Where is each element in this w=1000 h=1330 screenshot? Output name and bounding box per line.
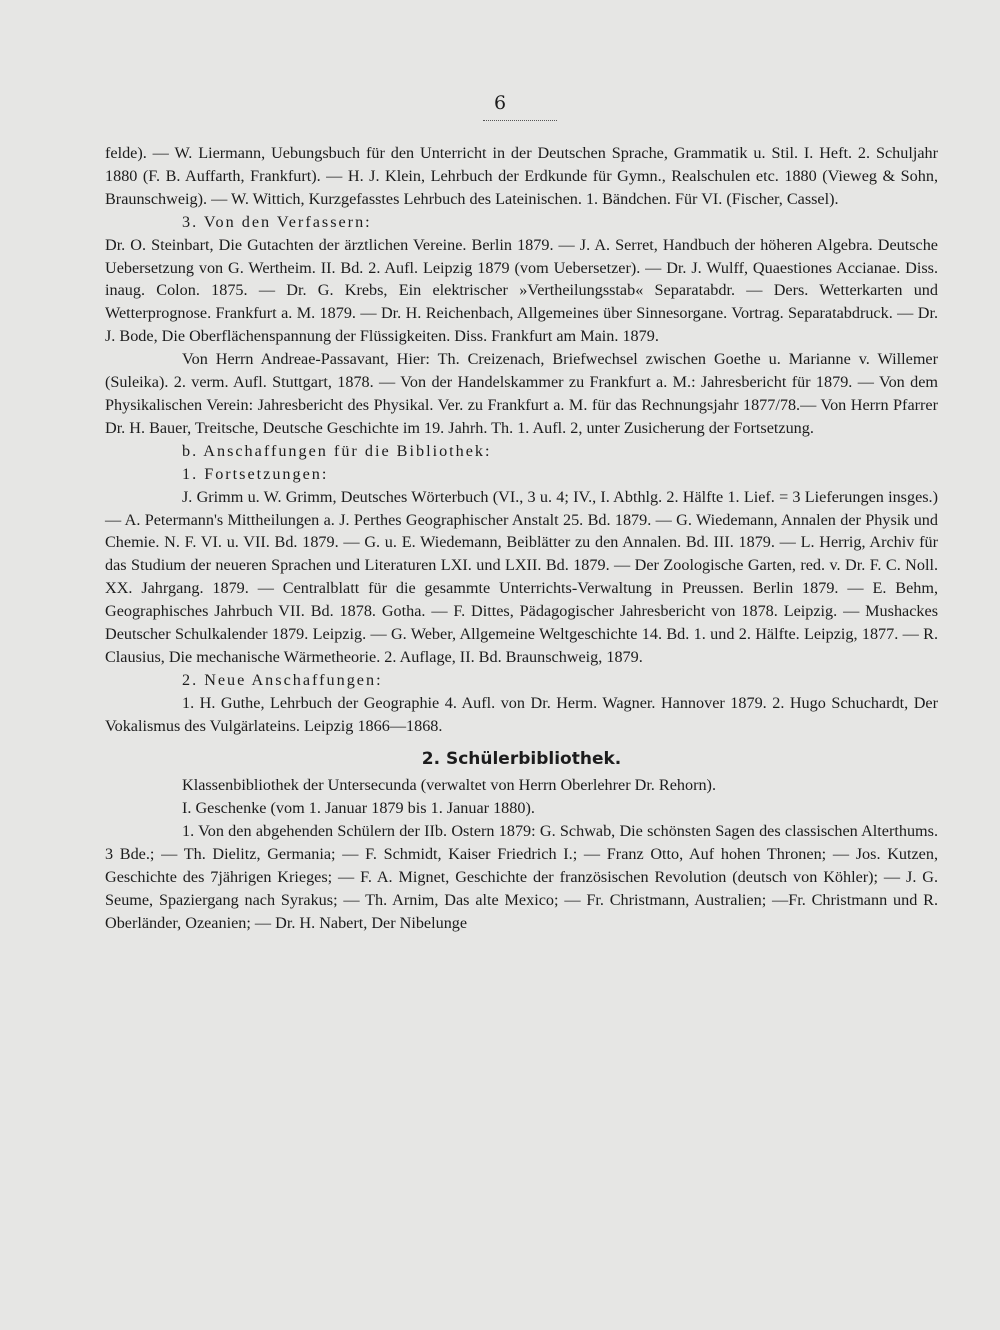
- paragraph-continuation: felde). — W. Liermann, Uebungsbuch für den Unterricht in der Deutschen Sprache, Grammatik u. Stil. I. Heft. 2. Schuljahr 1880 (F. B. Auffarth, Frankfurt). — H. J. Klein, Lehrbuch der Erdkunde für Gymn., Realschulen etc. 1880 (Vieweg & Sohn, Braunschweig). — W. Wittich, Kurzgefasstes Lehrbuch des Lateinischen. 1. Bändchen. Für VI. (Fischer, Cassel).: [105, 144, 938, 208]
- document-body: [105, 142, 938, 935]
- subheading-neue-anschaffungen: 2. Neue Anschaffungen:: [182, 670, 383, 689]
- subheading-fortsetzungen: 1. Fortsetzungen:: [182, 464, 329, 483]
- paragraph-verfasser-list: Dr. O. Steinbart, Die Gutachten der ärztlichen Vereine. Berlin 1879. — J. A. Serret, Handbuch der höheren Algebra. Deutsche Uebersetzung von G. Wertheim. II. Bd. 2. Aufl. Leipzig 1879 (vom Uebersetzer). — Dr. J. Wulff, Quaestiones Accianae. Diss. inaug. Colon. 1875. — Dr. G. Krebs, Ein elektrischer »Vertheilungsstab« Separatabdr. — Ders. Wetterkarten und Wetterprognose. Frankfurt a. M. 1879. — Dr. H. Reichenbach, Allgemeines über Sinnesorgane. Vortrag. Separatabdruck. — Dr. J. Bode, Die Oberflächenspannung der Flüssigkeiten. Diss. Frankfurt am Main. 1879.: [105, 235, 938, 346]
- subheading-geschenke: I. Geschenke (vom 1. Januar 1879 bis 1. Januar 1880).: [182, 799, 535, 818]
- paragraph-donors: Von Herrn Andreae-Passavant, Hier: Th. Creizenach, Briefwechsel zwischen Goethe u. Marianne v. Willemer (Suleika). 2. verm. Aufl. Stuttgart, 1878. — Von der Handelskammer zu Frankfurt a. M.: Jahresbericht für 1879. — Von dem Physikalischen Verein: Jahresbericht des Physikal. Ver. zu Frankfurt a. M. für das Rechnungsjahr 1877/78.— Von Herrn Pfarrer Dr. H. Bauer, Treitsche, Deutsche Geschichte im 19. Jahrh. Th. 1. Aufl. 2, unter Zusicherung der Fortsetzung.: [105, 350, 938, 437]
- paragraph-neue-anschaffungen-list: 1. H. Guthe, Lehrbuch der Geographie 4. Aufl. von Dr. Herm. Wagner. Hannover 1879. 2. Hugo Schuchardt, Der Vokalismus des Vulgärlateins. Leipzig 1866—1868.: [105, 693, 938, 735]
- page-number-rule: [483, 118, 557, 121]
- subheading-anschaffungen: b. Anschaffungen für die Bibliothek:: [182, 441, 492, 460]
- paragraph-fortsetzungen-list: J. Grimm u. W. Grimm, Deutsches Wörterbuch (VI., 3 u. 4; IV., I. Abthlg. 2. Hälfte 1. Lief. = 3 Lieferungen insges.) — A. Petermann's Mittheilungen a. J. Perthes Geographischer Anstalt 25. Bd. 1879. — G. Wiedemann, Annalen der Physik und Chemie. N. F. VI. u. VII. Bd. 1879. — G. u. E. Wiedemann, Beiblätter zu den Annalen. Bd. III. 1879. — L. Herrig, Archiv für das Studium der neueren Sprachen und Literaturen LXI. und LXII. Bd. 1879. — Der Zoologische Garten, red. v. Dr. F. C. Noll. XX. Jahrgang. 1879. — Centralblatt für die gesammte Unterrichts-Verwaltung in Preussen. Berlin 1879. — E. Behm, Geographisches Jahrbuch VII. Bd. 1878. Gotha. — F. Dittes, Pädagogischer Jahresbericht von 1878. Leipzig. — Mushackes Deutscher Schulkalender 1879. Leipzig. — G. Weber, Allgemeine Weltgeschichte 14. Bd. 1. und 2. Hälfte. Leipzig, 1877. — R. Clausius, Die mechanische Wärmetheorie. 2. Auflage, II. Bd. Braunschweig, 1879.: [105, 487, 938, 666]
- subheading-von-den-verfassern: 3. Von den Verfassern:: [182, 212, 372, 231]
- paragraph-geschenke-list: 1. Von den abgehenden Schülern der IIb. Ostern 1879: G. Schwab, Die schönsten Sagen des classischen Alterthums. 3 Bde.; — Th. Dielitz, Germania; — F. Schmidt, Kaiser Friedrich I.; — Franz Otto, Auf hohen Thronen; — Jos. Kutzen, Geschichte des 7jährigen Krieges; — F. A. Mignet, Geschichte der französischen Revolution (deutsch von Köhler); — J. G. Seume, Spaziergang nach Syrakus; — Th. Arnim, Das alte Mexico; — Fr. Christmann, Australien; —Fr. Christmann und R. Oberländer, Ozeanien; — Dr. H. Nabert, Der Nibelunge: [105, 822, 938, 932]
- page-number: 6: [493, 92, 507, 114]
- section-title-schuelerbibliothek: 2. Schülerbibliothek.: [421, 748, 622, 769]
- paragraph-klassenbibliothek: Klassenbibliothek der Untersecunda (verwaltet von Herrn Oberlehrer Dr. Rehorn).: [182, 776, 716, 795]
